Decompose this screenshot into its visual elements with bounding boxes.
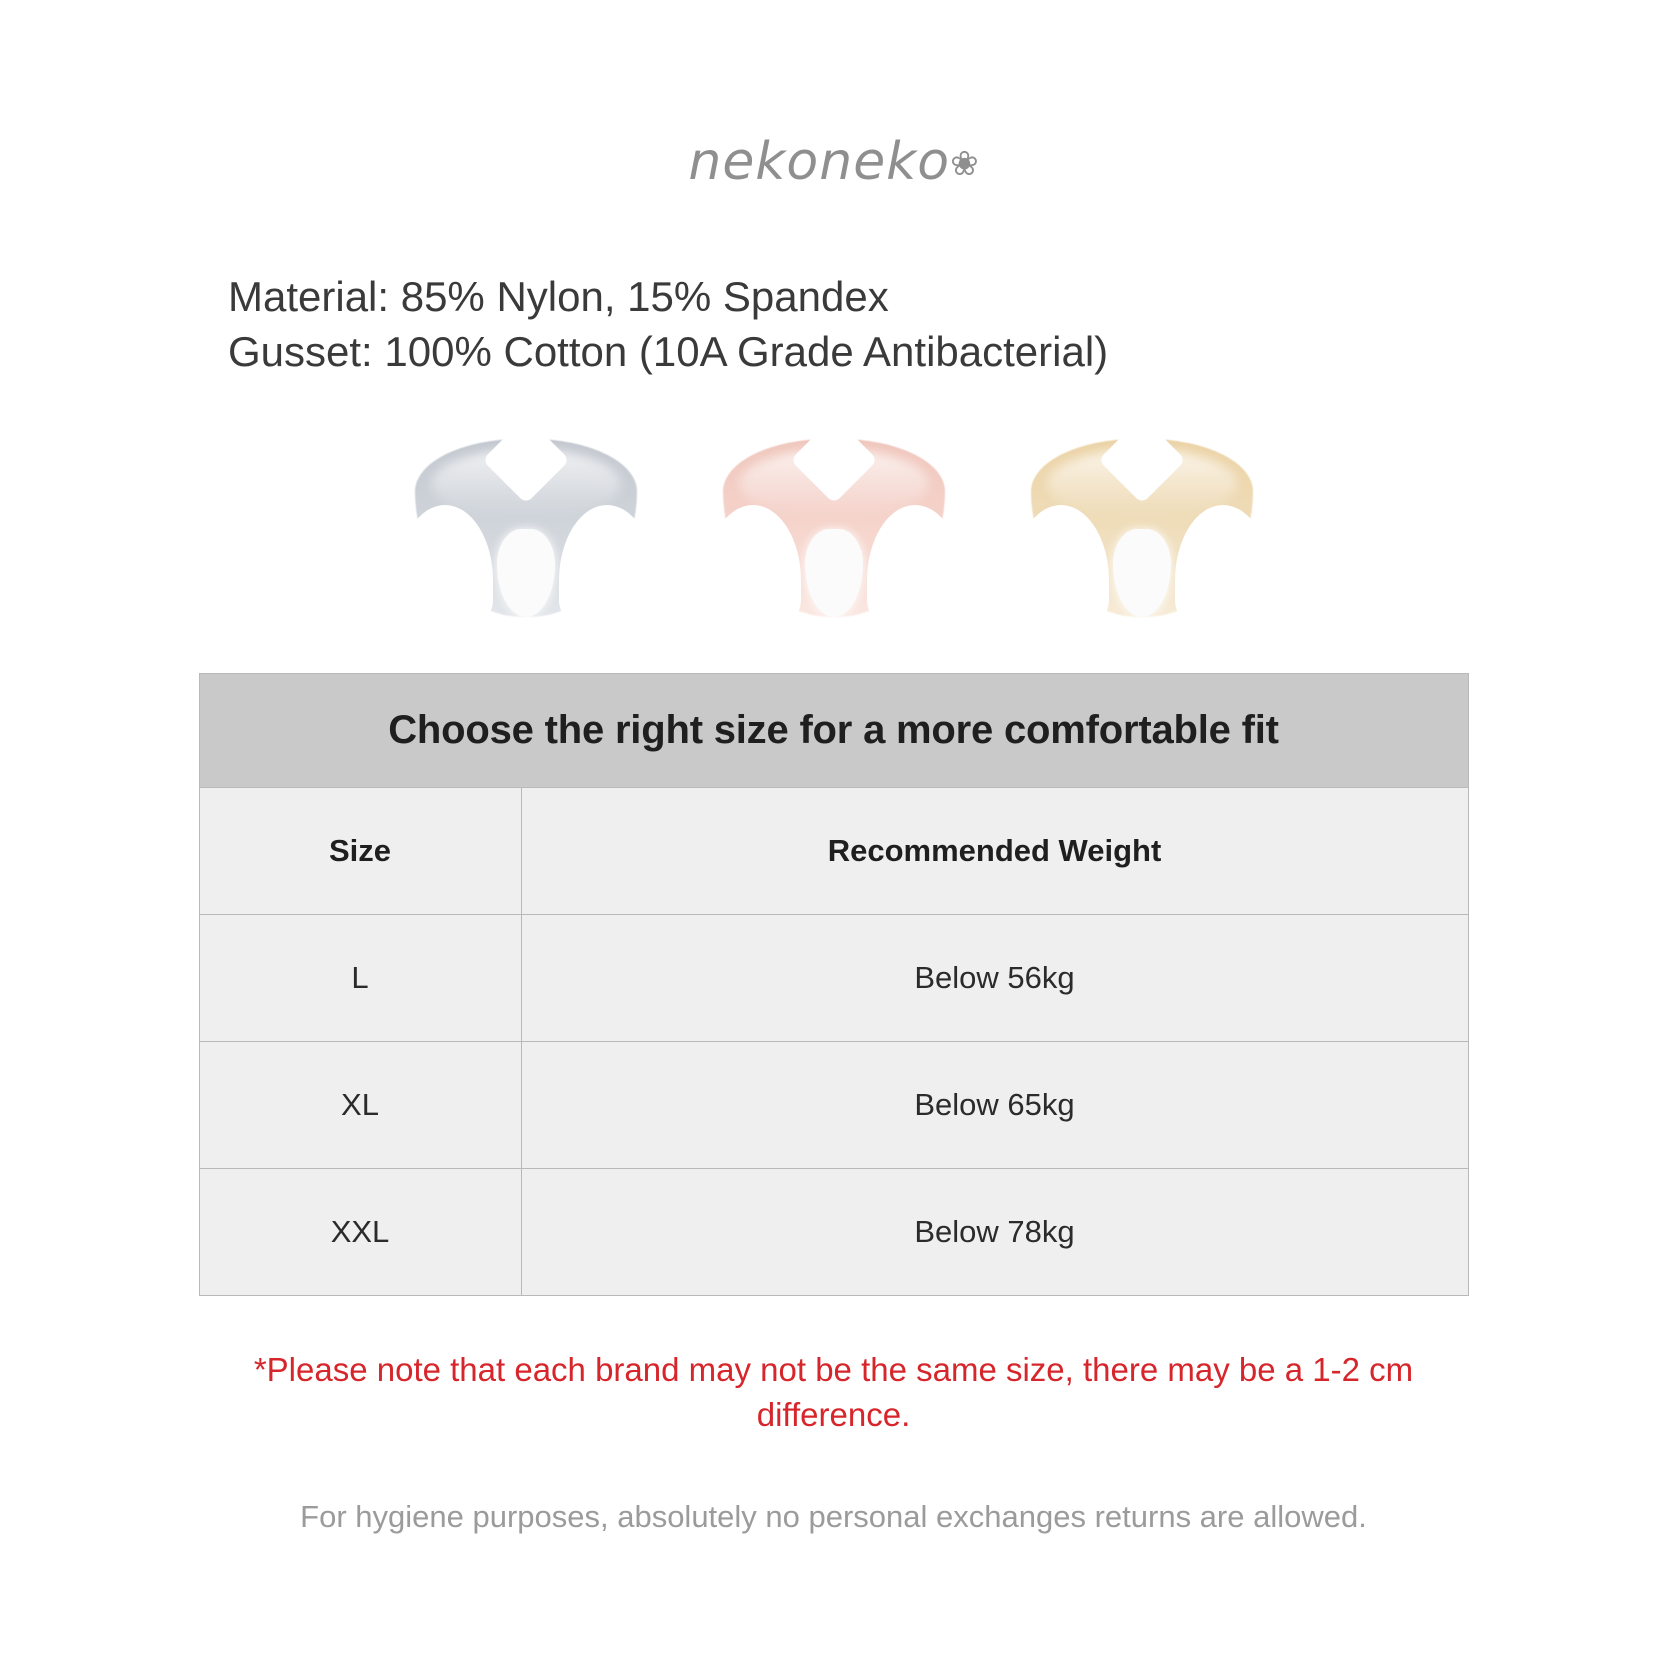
product-image-beige — [1031, 425, 1253, 625]
material-line-1: Material: 85% Nylon, 15% Spandex — [228, 273, 889, 320]
cell-weight: Below 56kg — [914, 960, 1075, 996]
brand-mark-icon: ❀ — [950, 144, 979, 184]
material-line-2: Gusset: 100% Cotton (10A Grade Antibacterial) — [228, 327, 1109, 375]
table-row — [200, 915, 1468, 1042]
table-row — [200, 1042, 1468, 1169]
product-image-pink — [723, 425, 945, 625]
cell-size: XXL — [200, 1169, 522, 1295]
table-row — [200, 1169, 1468, 1296]
brand-logo — [0, 0, 1667, 192]
column-header-size: Size — [200, 788, 522, 914]
product-image-gray — [415, 425, 637, 625]
cell-size: L — [200, 915, 522, 1041]
product-image-row — [0, 425, 1667, 625]
size-table-header-row — [200, 788, 1468, 915]
hygiene-note: For hygiene purposes, absolutely no personal exchanges returns are allowed. — [300, 1499, 1367, 1535]
size-table-title: Choose the right size for a more comfortable fit — [200, 674, 1468, 788]
column-header-weight: Recommended Weight — [827, 833, 1162, 869]
size-table — [199, 673, 1469, 1296]
cell-weight: Below 78kg — [914, 1214, 1075, 1250]
cell-size: XL — [200, 1042, 522, 1168]
material-info — [0, 270, 1667, 379]
size-difference-note: *Please note that each brand may not be the same size, there may be a 1-2 cm difference. — [253, 1351, 1414, 1433]
cell-weight: Below 65kg — [914, 1087, 1075, 1123]
brand-name: nekoneko — [688, 132, 951, 192]
